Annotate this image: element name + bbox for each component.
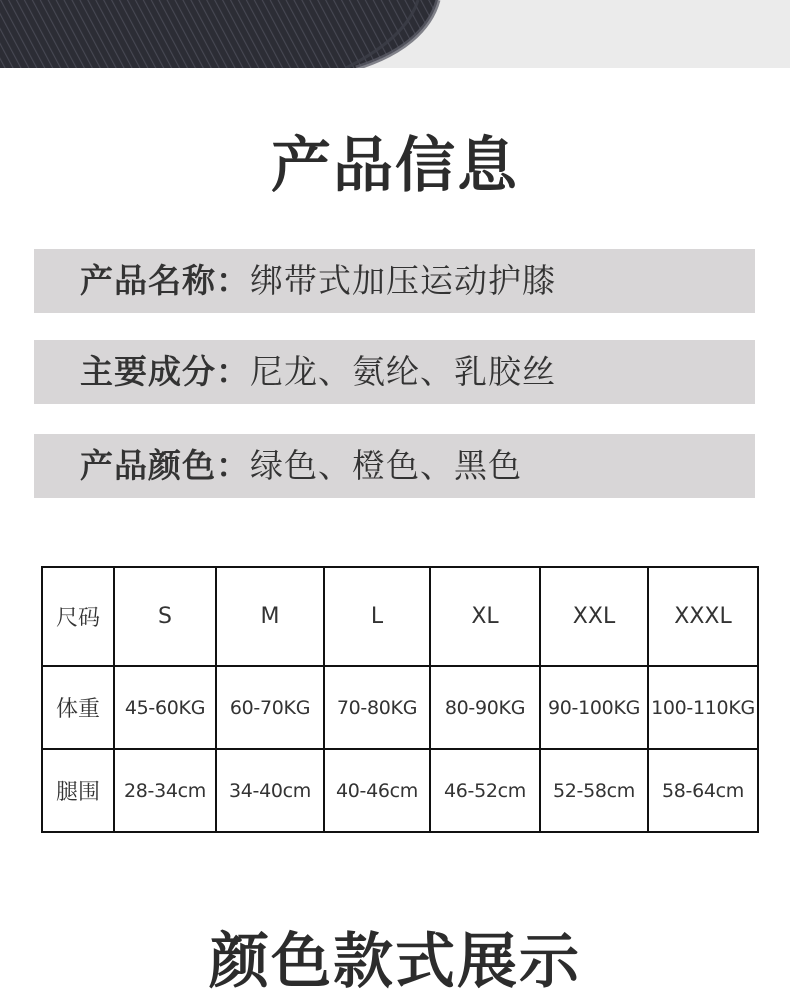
size-table-header-cell: XXXL: [648, 567, 758, 666]
info-row-materials: [34, 340, 755, 404]
size-table-header-cell: M: [216, 567, 324, 666]
knit-fabric-image: [0, 0, 790, 68]
size-table-cell: 34-40cm: [216, 749, 324, 832]
size-table-cell: 100-110KG: [648, 666, 758, 749]
size-table-header-cell: S: [114, 567, 216, 666]
size-table-cell: 60-70KG: [216, 666, 324, 749]
size-table-header-cell: XXL: [540, 567, 648, 666]
section-title-product-info: 产品信息: [271, 131, 519, 201]
size-table-row-label: 腿围: [42, 749, 114, 832]
size-table-cell: 45-60KG: [114, 666, 216, 749]
size-table-cell: 90-100KG: [540, 666, 648, 749]
size-table-row-leg-circumference: [42, 749, 758, 832]
size-table-cell: 80-90KG: [430, 666, 540, 749]
size-table-cell: 40-46cm: [324, 749, 430, 832]
size-table-body: [42, 567, 758, 832]
info-label: 产品颜色：: [80, 446, 250, 485]
size-table-cell: 46-52cm: [430, 749, 540, 832]
size-table-row-label: 尺码: [42, 567, 114, 666]
size-table-header-cell: L: [324, 567, 430, 666]
size-table: [41, 566, 759, 833]
info-value: 绑带式加压运动护膝: [250, 261, 556, 300]
size-table-cell: 52-58cm: [540, 749, 648, 832]
size-table-row-label: 体重: [42, 666, 114, 749]
product-photo-crop: [0, 0, 790, 68]
info-value: 绿色、橙色、黑色: [250, 446, 522, 485]
size-table-cell: 28-34cm: [114, 749, 216, 832]
info-label: 主要成分：: [80, 352, 250, 391]
info-row-colors: [34, 434, 755, 498]
info-value: 尼龙、氨纶、乳胶丝: [250, 352, 556, 391]
info-row-product-name: [34, 249, 755, 313]
info-label: 产品名称：: [80, 261, 250, 300]
section-title-color-showcase: 颜色款式展示: [209, 927, 581, 997]
size-table-header-row: [42, 567, 758, 666]
size-table-cell: 70-80KG: [324, 666, 430, 749]
size-table-header-cell: XL: [430, 567, 540, 666]
size-table-row-weight: [42, 666, 758, 749]
size-table-cell: 58-64cm: [648, 749, 758, 832]
